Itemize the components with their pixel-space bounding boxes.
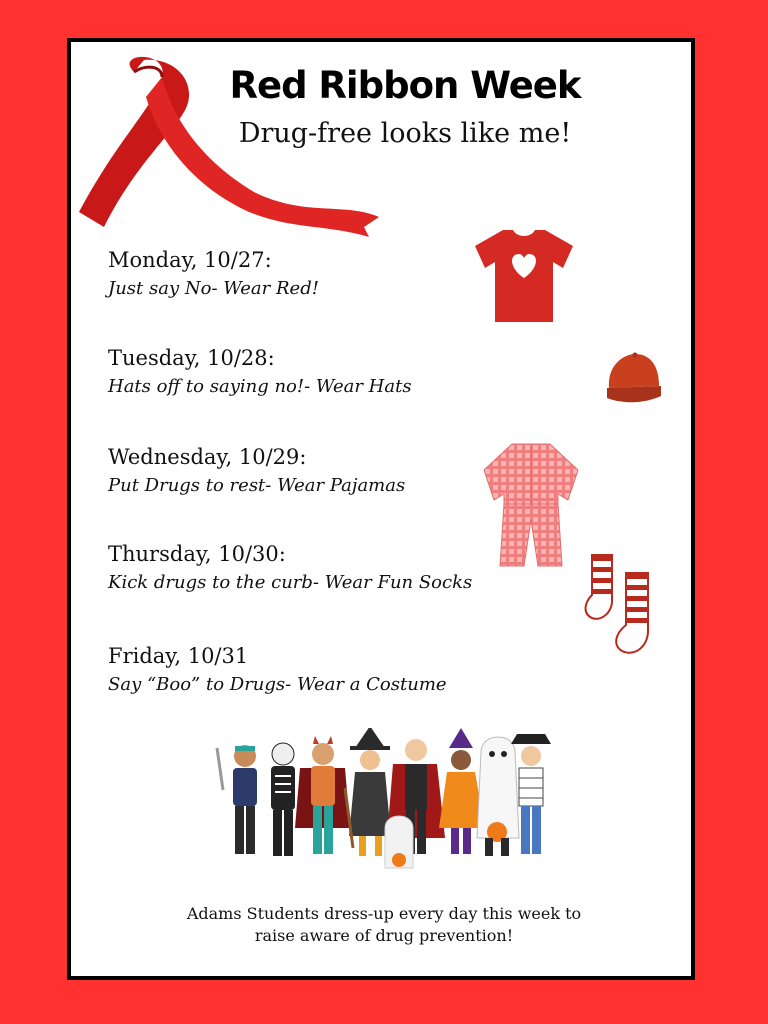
socks-icon bbox=[582, 551, 664, 659]
tshirt-icon bbox=[473, 226, 575, 324]
dog-ghost-icon bbox=[385, 816, 413, 868]
footer-line-1: Adams Students dress-up every day this week to bbox=[186, 904, 582, 923]
pajamas-icon bbox=[482, 442, 580, 570]
day-label: Friday, 10/31 bbox=[108, 644, 249, 668]
day-label: Tuesday, 10/28: bbox=[108, 346, 275, 370]
day-label: Wednesday, 10/29: bbox=[108, 445, 307, 469]
day-label: Monday, 10/27: bbox=[108, 248, 272, 272]
day-thursday bbox=[108, 539, 472, 597]
day-label: Thursday, 10/30: bbox=[108, 542, 286, 566]
devil-kid-icon bbox=[295, 736, 350, 854]
pirate-kid-icon bbox=[217, 745, 257, 854]
day-monday bbox=[108, 245, 319, 303]
cap-icon bbox=[603, 350, 663, 408]
day-theme: Put Drugs to rest- Wear Pajamas bbox=[108, 475, 406, 496]
page-subtitle: Drug-free looks like me! bbox=[238, 118, 572, 149]
day-wednesday bbox=[108, 442, 405, 500]
witch-kid-icon bbox=[345, 728, 391, 856]
day-theme: Just say No- Wear Red! bbox=[108, 278, 319, 299]
footer-message bbox=[110, 903, 658, 947]
costumed-kids-illustration bbox=[205, 728, 560, 873]
day-theme: Hats off to saying no!- Wear Hats bbox=[108, 376, 412, 397]
day-tuesday bbox=[108, 343, 412, 401]
ghost-kid-icon bbox=[477, 737, 519, 856]
day-friday bbox=[108, 641, 447, 699]
skeleton-kid-icon bbox=[271, 743, 295, 856]
footer-line-2: raise aware of drug prevention! bbox=[254, 926, 514, 945]
day-theme: Say “Boo” to Drugs- Wear a Costume bbox=[108, 674, 447, 695]
day-theme: Kick drugs to the curb- Wear Fun Socks bbox=[108, 572, 473, 593]
page-title: Red Ribbon Week bbox=[229, 64, 581, 107]
